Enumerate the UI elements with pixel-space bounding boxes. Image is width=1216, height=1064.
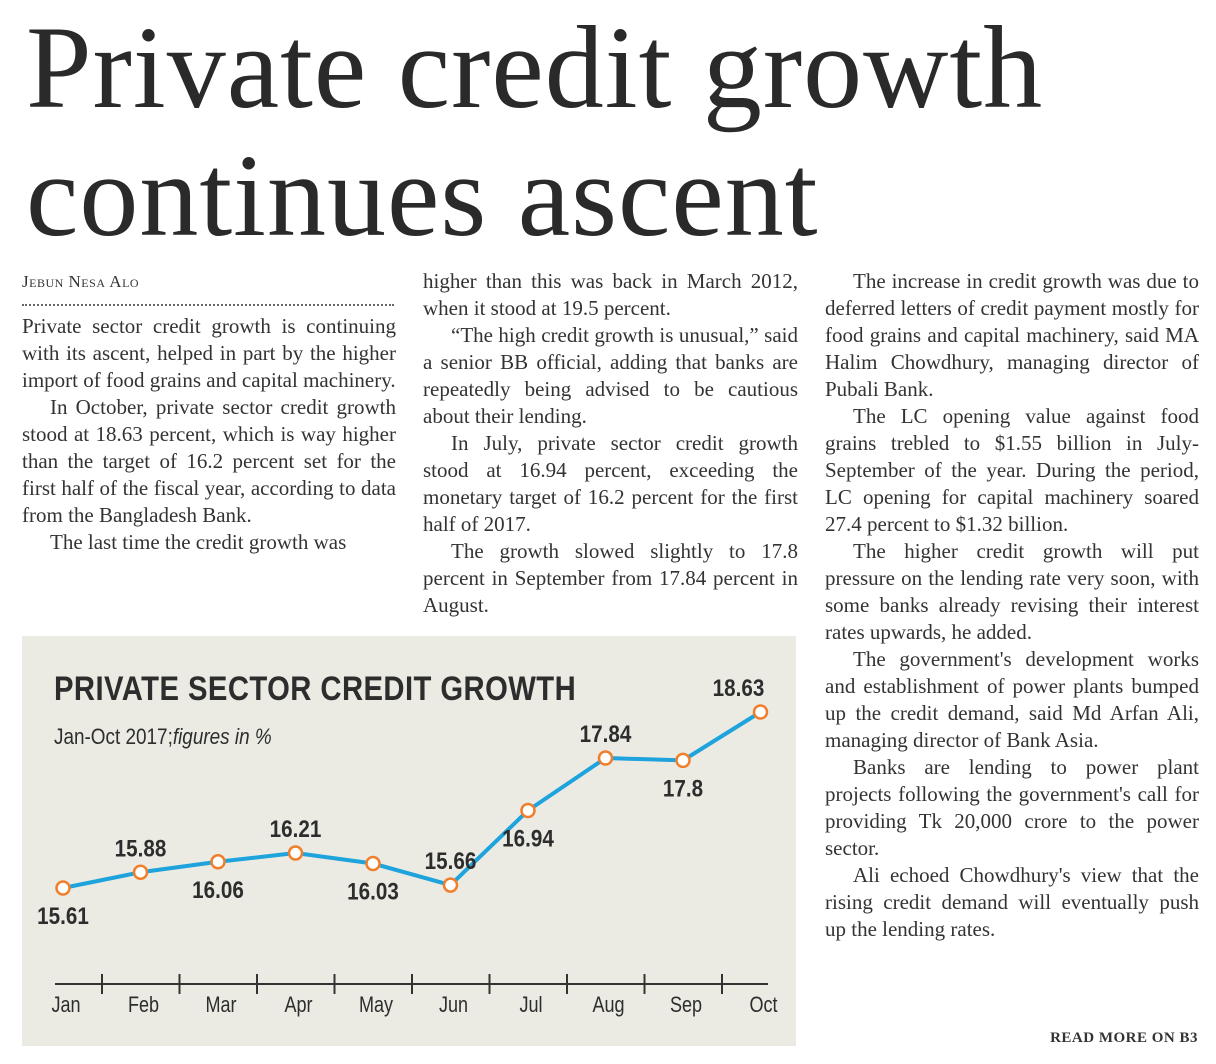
paragraph: higher than this was back in March 2012, when it stood at 19.5 percent. xyxy=(423,269,798,320)
x-tick-label: Apr xyxy=(284,993,313,1018)
paragraph: Ali echoed Chowdhury's view that the rising credit demand will eventually push up the lending rates. xyxy=(825,863,1199,941)
read-more-link[interactable]: READ MORE ON B3 xyxy=(1050,1030,1198,1046)
data-label: 17.84 xyxy=(579,720,632,748)
data-point xyxy=(134,866,147,879)
chart-subtitle-unit: figures in % xyxy=(172,724,272,749)
data-point xyxy=(522,804,535,817)
data-label: 16.03 xyxy=(347,878,399,905)
data-label: 16.06 xyxy=(192,876,244,904)
paragraph: In July, private sector credit growth stood at 16.94 percent, exceeding the monetary target of 16.2 percent for the first half of 2017. xyxy=(423,431,798,536)
x-tick-label: Jul xyxy=(519,993,543,1018)
data-label: 15.61 xyxy=(37,902,89,930)
x-tick-label: Feb xyxy=(127,993,160,1018)
data-label: 15.88 xyxy=(114,834,167,862)
data-label: 16.94 xyxy=(502,825,554,852)
x-tick-label: Sep xyxy=(669,993,703,1018)
paragraph: The growth slowed slightly to 17.8 percent in September from 17.84 percent in August. xyxy=(423,539,798,617)
data-point xyxy=(212,855,225,868)
headline-line-2: continues ascent xyxy=(26,130,819,261)
series-line xyxy=(63,712,761,888)
data-point xyxy=(677,754,690,767)
paragraph: The LC opening value against food grains trebled to $1.55 billion in July-September of the year. During the period, LC opening for capital machinery soared 27.4 percent to $1.32 billion. xyxy=(825,404,1199,536)
data-point xyxy=(57,882,70,895)
data-point xyxy=(599,752,612,765)
x-tick-label: Aug xyxy=(592,993,625,1018)
x-tick-label: Jun xyxy=(438,993,469,1018)
paragraph: “The high credit growth is unusual,” said a senior BB official, adding that banks are repeatedly being advised to be cautious about their lending. xyxy=(423,323,798,428)
data-point xyxy=(444,879,457,892)
data-label: 18.63 xyxy=(712,674,765,702)
paragraph: The increase in credit growth was due to deferred letters of credit payment mostly for food grains and capital machinery, said MA Halim Chowdhury, managing director of Pubali Bank. xyxy=(825,269,1199,401)
paragraph: The government's development works and establishment of power plants bumped up the credit demand, said Md Arfan Ali, managing director of Bank Asia. xyxy=(825,647,1199,752)
data-label: 17.8 xyxy=(662,774,704,802)
paragraph: Banks are lending to power plant projects following the government's call for providing Tk 20,000 crore to the power sector. xyxy=(825,755,1199,860)
data-label: 15.66 xyxy=(424,847,477,875)
x-tick-label: Jan xyxy=(51,993,81,1018)
paragraph: The last time the credit growth was xyxy=(50,530,347,554)
chart-title: PRIVATE SECTOR CREDIT GROWTH xyxy=(54,670,577,708)
x-tick-label: Oct xyxy=(749,993,778,1018)
headline-line-1: Private credit growth xyxy=(26,2,1044,133)
paragraph: The higher credit growth will put pressure on the lending rate very soon, with some banks already revising their interest rates upwards, he added. xyxy=(825,539,1199,644)
data-label: 16.21 xyxy=(269,815,322,843)
paragraph: In October, private sector credit growth stood at 18.63 percent, which is way higher than the target of 16.2 percent set for the first half of the fiscal year, according to data from the Bangladesh Bank. xyxy=(22,395,396,527)
chart-subtitle-period: Jan-Oct 2017; xyxy=(54,724,173,749)
byline: Jebun Nesa Alo xyxy=(22,272,140,291)
data-point xyxy=(289,847,302,860)
x-tick-label: Mar xyxy=(205,993,237,1018)
paragraph: Private sector credit growth is continuing with its ascent, helped in part by the higher import of food grains and capital machinery. xyxy=(22,314,396,392)
x-tick-label: May xyxy=(358,993,394,1018)
data-point xyxy=(754,706,767,719)
data-point xyxy=(367,857,380,870)
